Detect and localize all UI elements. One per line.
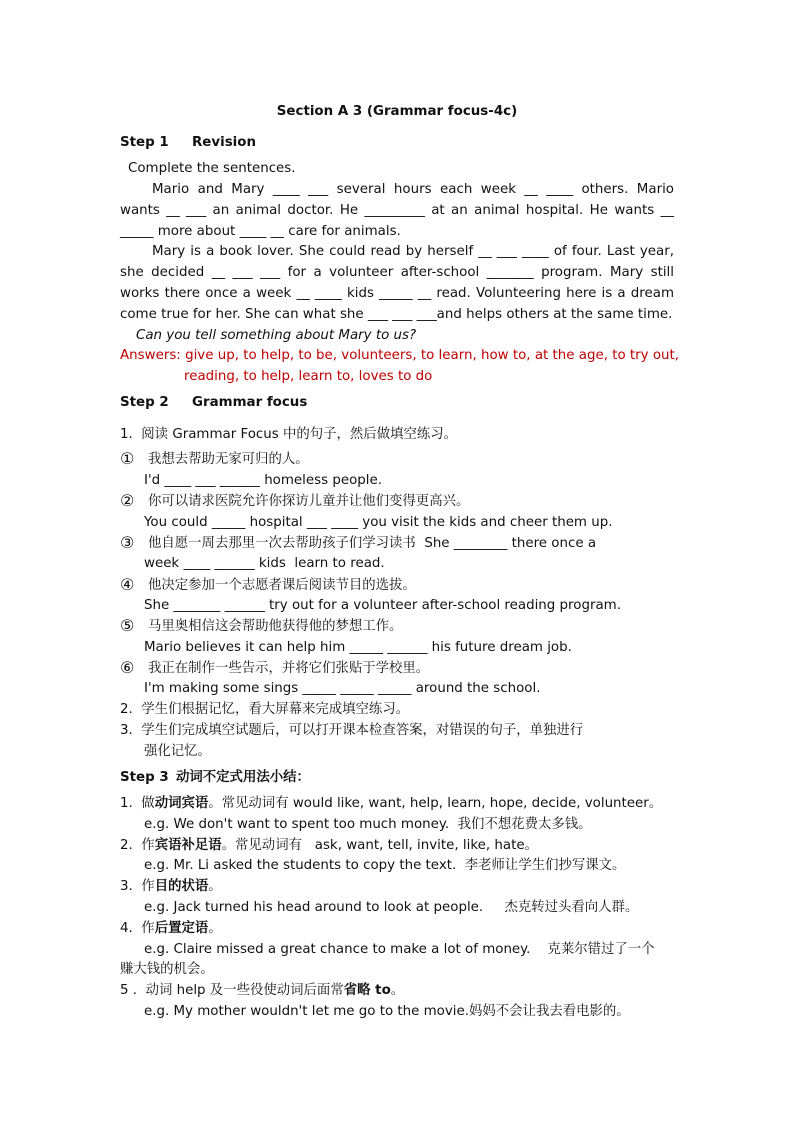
exercise-5-number: ⑤ <box>120 616 135 635</box>
usage-5-number: 5 . <box>120 983 138 998</box>
usage-3-example: e.g. Jack turned his head around to look at people. 杰克转过头看向人群。 <box>144 900 639 915</box>
usage-2-keyword: 宾语补足语 <box>154 838 222 853</box>
usage-3-text: 。 <box>208 879 222 894</box>
step1-para2-line1: Mary is a book lover. She could read by herself __ ___ ____ of four. Last year, <box>152 244 674 259</box>
exercise-1-number: ① <box>120 449 135 468</box>
usage-2-number: 2. <box>120 838 133 853</box>
usage-1-example: e.g. We don't want to spent too much money. 我们不想花费太多钱。 <box>144 817 592 832</box>
usage-2-prefix: 作 <box>141 838 155 853</box>
usage-5-example: e.g. My mother wouldn't let me go to the movie.妈妈不会让我去看电影的。 <box>144 1004 630 1019</box>
exercise-3-number: ③ <box>120 533 135 552</box>
usage-4-example-continued: 赚大钱的机会。 <box>120 962 214 977</box>
exercise-5-english: Mario believes it can help him _____ ______ his future dream job. <box>144 640 572 655</box>
exercise-2-english: You could _____ hospital ___ ____ you visit the kids and cheer them up. <box>144 515 613 530</box>
step1-heading: Step 1 Revision <box>120 135 257 150</box>
step1-para1-line3: _____ more about ____ __ care for animals. <box>120 224 401 239</box>
step2-item2: 2. 学生们根据记忆，看大屏幕来完成填空练习。 <box>120 702 410 717</box>
usage-3-keyword: 目的状语 <box>154 879 209 894</box>
usage-3-line <box>120 878 222 896</box>
step2-heading: Step 2 Grammar focus <box>120 395 308 410</box>
exercise-1-chinese: 我想去帮助无家可归的人。 <box>148 452 309 467</box>
exercise-5-chinese: 马里奥相信这会帮助他获得他的梦想工作。 <box>148 619 403 634</box>
usage-1-keyword: 动词宾语 <box>154 796 209 811</box>
usage-5-line <box>120 982 404 1000</box>
step3-heading-text: 动词不定式用法小结： <box>176 770 310 785</box>
exercise-4-english: She _______ ______ try out for a volunteer after-school reading program. <box>144 598 621 613</box>
usage-5-text: 。 <box>390 983 405 998</box>
usage-1-text: 。常见动词有 would like, want, help, learn, hope, decide, volunteer。 <box>208 796 663 811</box>
usage-4-example: e.g. Claire missed a great chance to make a lot of money. 克莱尔错过了一个 <box>144 942 655 957</box>
step1-instruction: Complete the sentences. <box>128 161 296 176</box>
usage-2-example: e.g. Mr. Li asked the students to copy the text. 李老师让学生们抄写课文。 <box>144 858 626 873</box>
answers-line-2: reading, to help, learn to, loves to do <box>184 369 433 384</box>
step1-question: Can you tell something about Mary to us? <box>136 328 417 343</box>
step1-para2-line3: works there once a week __ ____ kids _____ __ read. Volunteering here is a dream <box>120 286 674 301</box>
step1-para2-line4: come true for her. She can what she ___ ___ ___and helps others at the same time. <box>120 307 673 322</box>
usage-4-keyword: 后置定语 <box>154 921 209 936</box>
exercise-6-english: I'm making some sings _____ _____ _____ around the school. <box>144 681 541 696</box>
usage-5-prefix: 动词 help 及一些役使动词后面常 <box>145 983 344 998</box>
exercise-6-chinese: 我正在制作一些告示，并将它们张贴于学校里。 <box>148 661 430 676</box>
step1-para1-line2: wants __ ___ an animal doctor. He _________ at an animal hospital. He wants __ <box>120 203 674 218</box>
usage-2-line <box>120 837 538 855</box>
step3-heading-label: Step 3 <box>120 770 169 785</box>
usage-4-text: 。 <box>208 921 222 936</box>
step2-item1: 1. 阅读 Grammar Focus 中的句子，然后做填空练习。 <box>120 427 458 442</box>
answers-line-1: Answers: give up, to help, to be, volunteers, to learn, how to, at the age, to try out, <box>120 348 680 363</box>
exercise-4-number: ④ <box>120 575 135 594</box>
exercise-4-chinese: 他决定参加一个志愿者课后阅读节目的选拔。 <box>148 578 416 593</box>
usage-1-line <box>120 795 662 813</box>
usage-1-prefix: 做 <box>141 796 155 811</box>
step2-item3-line2: 强化记忆。 <box>144 744 211 759</box>
usage-4-number: 4. <box>120 921 133 936</box>
usage-4-prefix: 作 <box>141 921 155 936</box>
exercise-1-english: I'd ____ ___ ______ homeless people. <box>144 473 382 488</box>
exercise-3-chinese: 他自愿一周去那里一次去帮助孩子们学习读书 She ________ there once a <box>148 536 597 551</box>
page-title: Section A 3 (Grammar focus-4c) <box>276 104 518 119</box>
usage-4-line <box>120 920 222 938</box>
exercise-2-number: ② <box>120 491 135 510</box>
exercise-2-chinese: 你可以请求医院允许你探访儿童并让他们变得更高兴。 <box>148 494 470 509</box>
usage-1-number: 1. <box>120 796 133 811</box>
step1-para2-line2: she decided __ ___ ___ for a volunteer after-school _______ program. Mary still <box>120 265 674 280</box>
step2-item3-line1: 3. 学生们完成填空试题后，可以打开课本检查答案，对错误的句子，单独进行 <box>120 723 584 738</box>
usage-3-number: 3. <box>120 879 133 894</box>
exercise-3-english: week ____ ______ kids learn to read. <box>144 556 385 571</box>
usage-3-prefix: 作 <box>141 879 155 894</box>
exercise-6-number: ⑥ <box>120 658 135 677</box>
usage-5-keyword: 省略 to <box>343 983 391 998</box>
step1-para1-line1: Mario and Mary ____ ___ several hours each week __ ____ others. Mario <box>152 182 674 197</box>
usage-2-text: 。常见动词有 ask, want, tell, invite, like, hate。 <box>221 838 538 853</box>
